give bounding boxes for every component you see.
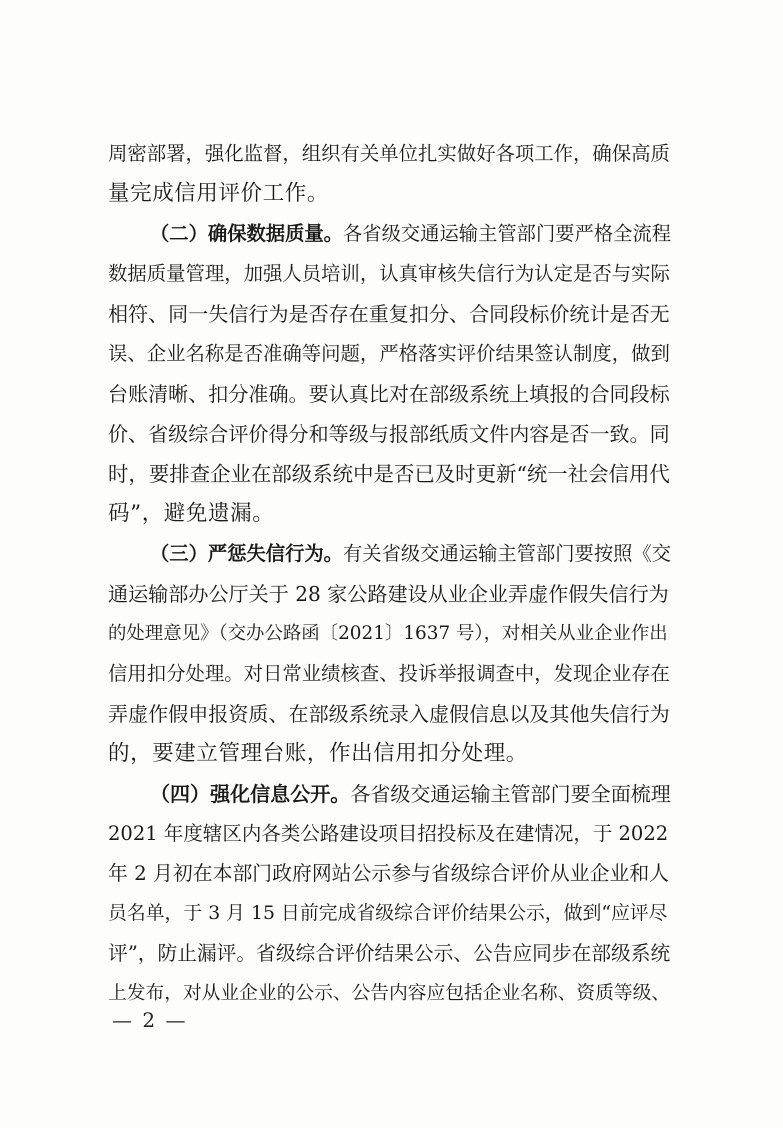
section-heading: （二）确保数据质量。 — [150, 222, 343, 245]
text-line: 相符、同一失信行为是否存在重复扣分、合同段标价统计是否无 — [108, 302, 670, 326]
text-line: 周密部署，强化监督，组织有关单位扎实做好各项工作，确保高质 — [108, 142, 670, 165]
text-line: 时，要排查企业在部级系统中是否已及时更新“统一社会信用代 — [108, 462, 670, 486]
section-heading: （四）强化信息公开。 — [150, 782, 351, 806]
paragraph-line — [150, 537, 671, 571]
text-line: 2021 年度辖区内各类公路建设项目招投标及在建情况，于 2022 — [108, 822, 669, 845]
text-line: 员名单，于 3 月 15 日前完成省级综合评价结果公示，做到“应评尽 — [108, 903, 668, 924]
text-line: 数据质量管理，加强人员培训，认真审核失信行为认定是否与实际 — [108, 262, 670, 285]
page-number: — 2 — — [112, 1008, 188, 1032]
text-line: 信用扣分处理。对日常业绩核查、投诉举报调查中，发现企业存在 — [108, 662, 670, 685]
text-line: 量完成信用评价工作。 — [108, 181, 330, 206]
text-line: 年 2 月初在本部门政府网站公示参与省级综合评价从业企业和人 — [108, 862, 670, 885]
text-line: 台账清晰、扣分准确。要认真比对在部级系统上填报的合同段标 — [108, 382, 670, 406]
text-line: 评”，防止漏评。省级综合评价结果公示、公告应同步在部级系统 — [108, 942, 671, 965]
text-line: 弄虚作假申报资质、在部级系统录入虚假信息以及其他失信行为 — [108, 702, 670, 726]
text-line: 的处理意见》（交办公路函〔2021〕1637 号），对相关从业企业作出 — [108, 623, 668, 644]
text-line: 上发布，对从业企业的公示、公告内容应包括企业名称、资质等级、 — [108, 983, 671, 1004]
text-line: 价、省级综合评价得分和等级与报部纸质文件内容是否一致。同 — [108, 422, 670, 446]
text-line: 码”，避免遗漏。 — [108, 501, 275, 526]
text-span: 有关省级交通运输主管部门要按照《交 — [342, 542, 672, 565]
section-heading: （三）严惩失信行为。 — [150, 542, 343, 565]
text-line: 的，要建立管理台账，作出信用扣分处理。 — [108, 741, 528, 766]
text-line: 通运输部办公厅关于 28 家公路建设从业企业弄虚作假失信行为 — [108, 582, 669, 606]
paragraph-line — [150, 217, 671, 251]
text-span: 各省级交通运输主管部门要全面梳理 — [350, 782, 671, 806]
paragraph-line — [150, 777, 671, 811]
text-span: 各省级交通运输主管部门要严格全流程 — [342, 222, 672, 245]
text-line: 误、企业名称是否准确等问题，严格落实评价结果签认制度，做到 — [108, 342, 670, 365]
